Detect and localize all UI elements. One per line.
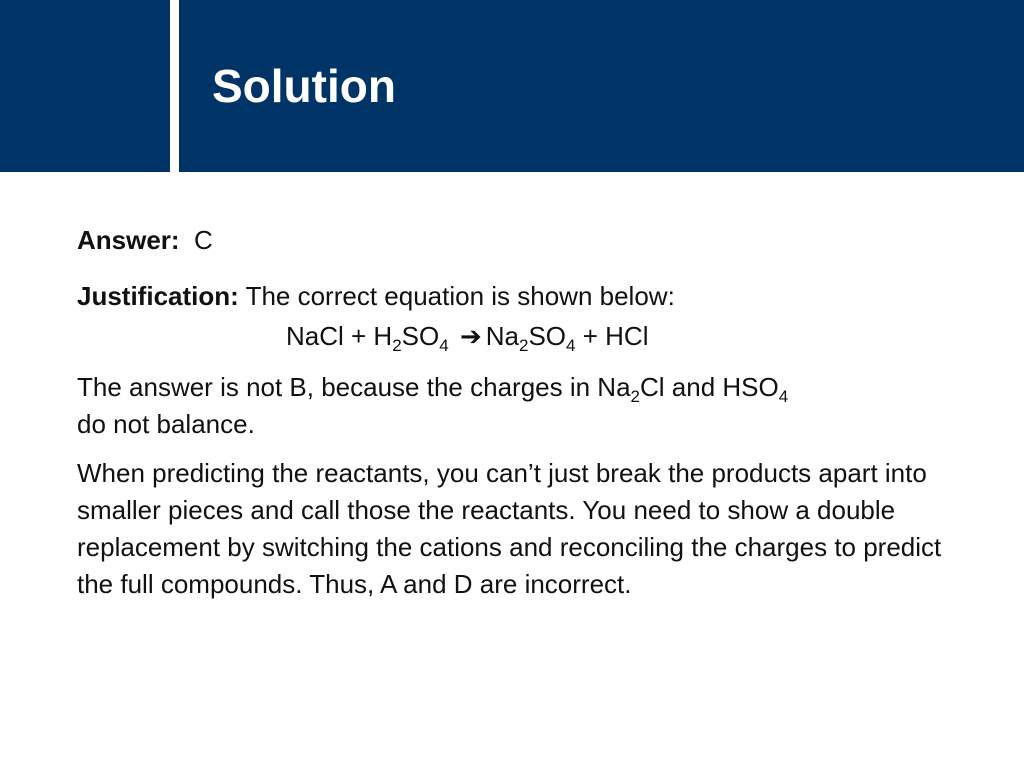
paragraph-explanation: When predicting the reactants, you can’t just break the products apart into smaller pieces and call those the reactants. You need to show a double replacement by switching the cations and reconciling the charges to predict the full compounds. Thus, A and D are incorrect. (77, 458, 942, 599)
justification-line (77, 278, 957, 315)
equation-reactant1-sub: 2 (392, 336, 402, 355)
paragraph1-part2: Cl and HSO (640, 372, 779, 402)
equation-product1-sub2: 4 (566, 336, 576, 355)
equation-product1-tail: SO (528, 321, 567, 351)
equation-reactant1: NaCl + H (286, 321, 393, 351)
paragraph-charges (77, 369, 957, 443)
equation-reactant1-tail: SO (401, 321, 440, 351)
header-bar (0, 0, 1024, 172)
justification-label: Justification: (77, 281, 239, 311)
equation-product2: + HCl (575, 321, 649, 351)
equation-product1: Na (485, 321, 519, 351)
equation-product1-sub: 2 (519, 336, 529, 355)
justification-text: The correct equation is shown below: (245, 281, 675, 311)
chemical-equation (286, 318, 957, 355)
header-left-block (0, 0, 170, 172)
content-area (77, 222, 957, 615)
paragraph1-part3: do not balance. (77, 409, 255, 439)
answer-label: Answer: (77, 225, 180, 255)
answer-value: C (194, 225, 213, 255)
paragraph1-sub1: 2 (630, 387, 640, 406)
paragraph1-sub2: 4 (778, 387, 789, 406)
header-divider (170, 0, 179, 172)
paragraph1-part1: The answer is not B, because the charges in Na (77, 372, 631, 402)
equation-reactant1-sub2: 4 (439, 336, 449, 355)
slide-title: Solution (212, 60, 396, 112)
reaction-arrow-icon: ➔ (459, 321, 482, 351)
answer-line (77, 222, 957, 259)
